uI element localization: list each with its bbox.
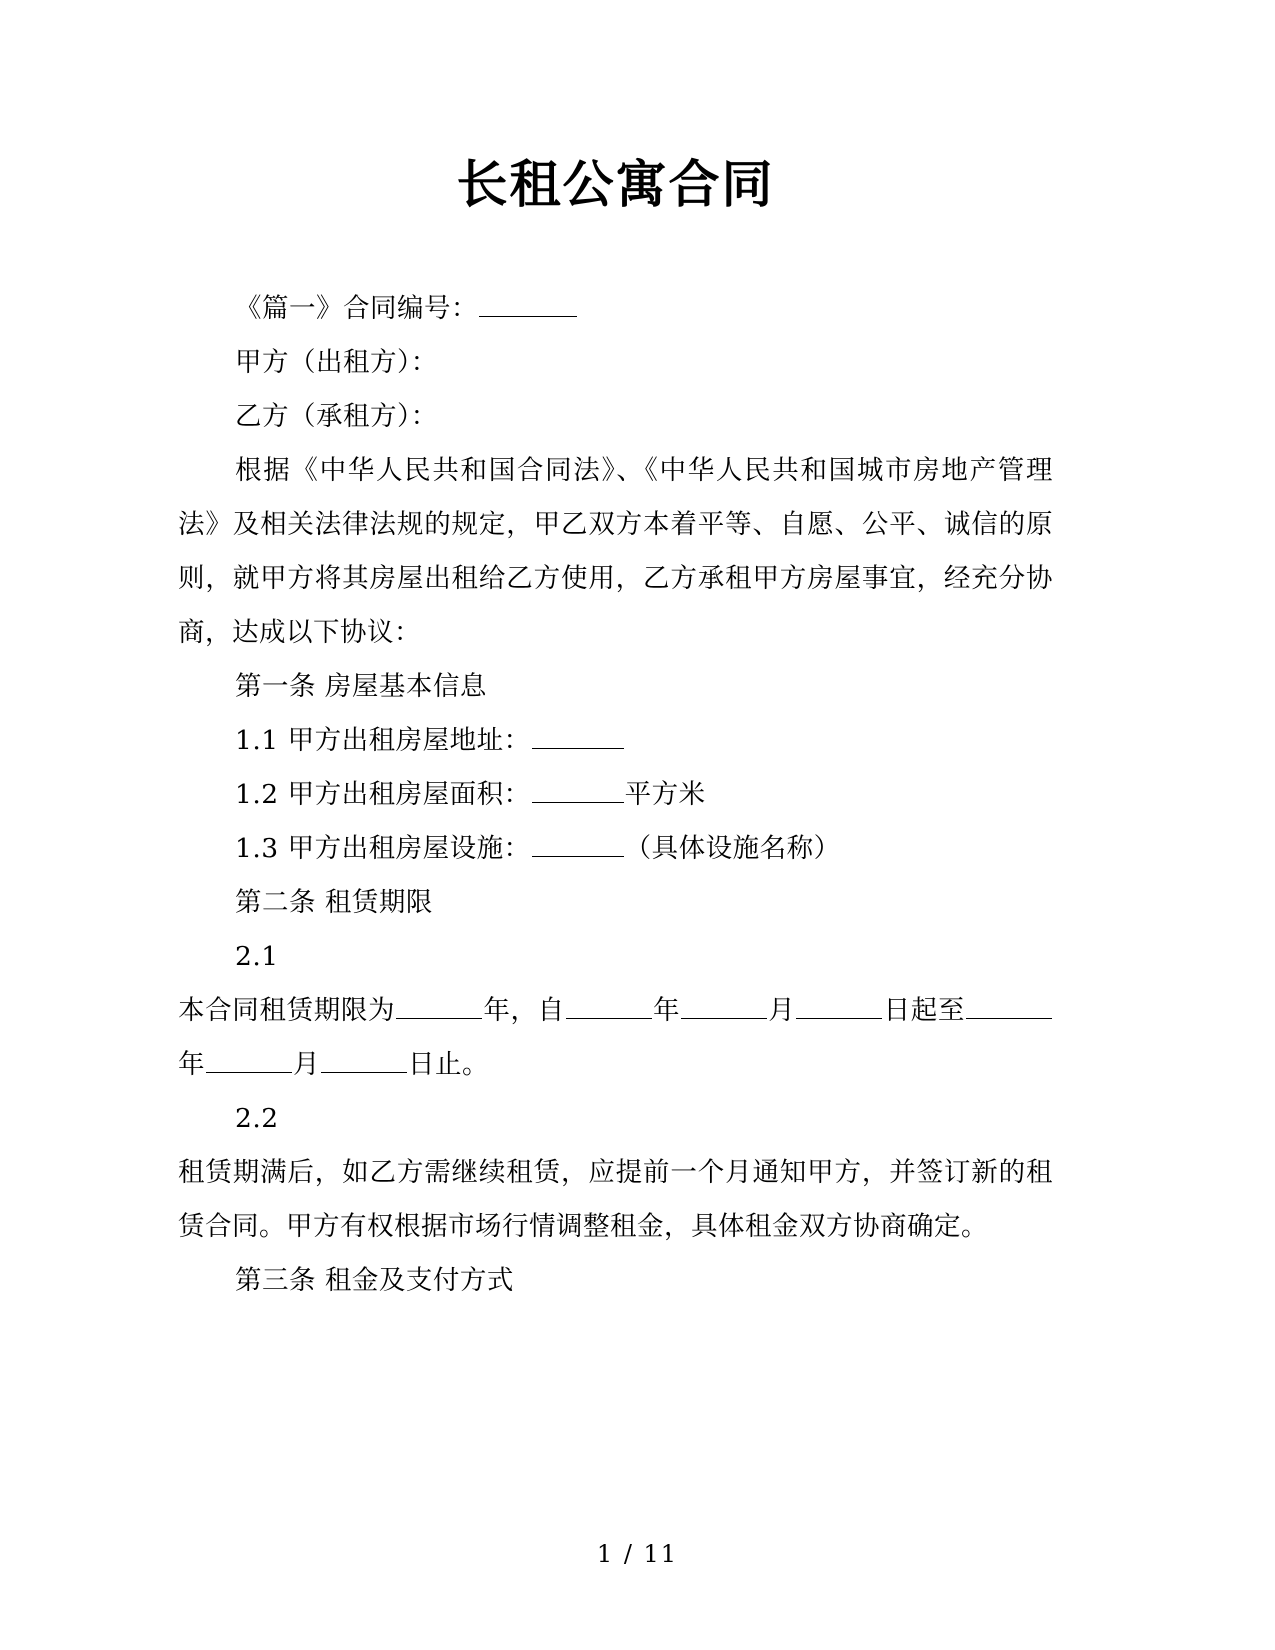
article-3-heading: 第三条 租金及支付方式 [235,1265,514,1296]
item-1-1-line [178,714,1053,768]
contract-number-blank[interactable] [479,288,577,317]
item-1-1-label: 1.1 甲方出租房屋地址： [235,725,531,756]
item-1-2-unit: 平方米 [624,779,706,810]
item-2-1-t1: 本合同租赁期限为 [178,995,396,1026]
page-title: 长租公寓合同 [456,155,775,215]
preamble-paragraph: 根据《中华人民共和国合同法》、《中华人民共和国城市房地产管理法》及相关法律法规的规定，甲乙双方本着平等、自愿、公平、诚信的原则，就甲方将其房屋出租给乙方使用，乙方承租甲方房屋事宜，经充分协商，达成以下协议： [178,455,1053,648]
contract-number-line [178,282,1053,336]
item-2-1-t8: 日止。 [408,1049,489,1080]
item-2-1-t6: 年 [178,1049,205,1080]
contract-number-label: 《篇一》合同编号： [235,293,478,324]
start-day-blank[interactable] [796,990,882,1019]
item-1-1-blank[interactable] [532,720,624,749]
item-1-3-label: 1.3 甲方出租房屋设施： [235,833,531,864]
item-2-1-number: 2.1 [235,941,279,972]
document-body [178,282,1053,1308]
party-b-line: 乙方（承租方）： [235,401,438,432]
item-2-2-text: 租赁期满后，如乙方需继续租赁，应提前一个月通知甲方，并签订新的租赁合同。甲方有权根据市场行情调整租金，具体租金双方协商确定。 [178,1157,1053,1242]
start-month-blank[interactable] [681,990,767,1019]
lease-years-blank[interactable] [396,990,482,1019]
page-number-footer: 1 / 11 [596,1540,679,1568]
item-2-1-t2: 年，自 [483,995,565,1026]
item-2-2-number: 2.2 [235,1103,279,1134]
end-year-blank[interactable] [966,990,1052,1019]
item-2-1-t4: 月 [768,995,796,1026]
start-year-blank[interactable] [566,990,652,1019]
item-1-2-label: 1.2 甲方出租房屋面积： [235,779,531,810]
item-1-3-note: （具体设施名称） [624,833,841,864]
end-day-blank[interactable] [321,1044,407,1073]
item-2-1-t5: 日起至 [883,995,966,1026]
item-2-1-text [178,984,1053,1092]
item-1-3-line [178,822,1053,876]
item-1-3-blank[interactable] [532,828,624,857]
item-1-2-blank[interactable] [532,774,624,803]
article-2-heading: 第二条 租赁期限 [235,887,433,918]
item-1-2-line [178,768,1053,822]
end-month-blank[interactable] [206,1044,292,1073]
item-2-1-t3: 年 [652,995,681,1026]
party-a-line: 甲方（出租方）： [235,347,438,378]
item-2-1-t7: 月 [293,1049,320,1080]
article-1-heading: 第一条 房屋基本信息 [235,671,487,702]
